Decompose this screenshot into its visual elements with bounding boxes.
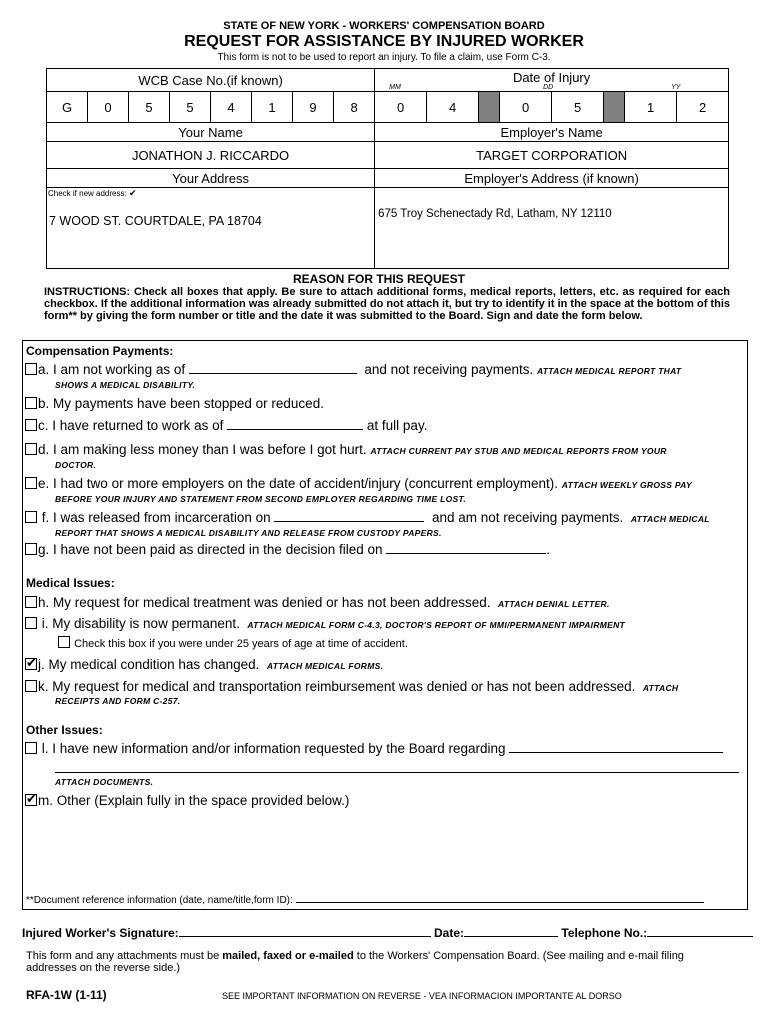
- item-l-text: I have new information and/or information requested by the Board regarding: [52, 741, 506, 756]
- item-d-text: I am making less money than I was before I got hurt.: [53, 442, 367, 457]
- item-letter: c.: [38, 418, 49, 433]
- item-letter: b.: [38, 396, 50, 411]
- new-address-check-icon[interactable]: ✔: [128, 188, 137, 198]
- checkbox-i[interactable]: [25, 617, 37, 629]
- phone-line[interactable]: [647, 926, 753, 937]
- new-address-checkbox-row[interactable]: [48, 188, 136, 199]
- item-letter: e.: [38, 476, 50, 491]
- date-of-injury-label: Date of Injury: [512, 70, 591, 85]
- case-digit[interactable]: G: [47, 92, 88, 123]
- item-h-text: My request for medical treatment was denied or has not been addressed.: [53, 595, 491, 610]
- checkbox-a[interactable]: [25, 363, 37, 375]
- item-k-attach: ATTACH: [642, 683, 679, 693]
- item-letter: j.: [38, 657, 45, 672]
- form-subtitle: This form is not to be used to report an injury. To file a claim, use Form C-3.: [217, 52, 551, 63]
- item-j: [25, 657, 383, 672]
- item-b-text: My payments have been stopped or reduced.: [53, 396, 324, 411]
- checkbox-g[interactable]: [25, 543, 37, 555]
- item-j-text: My medical condition has changed.: [48, 657, 260, 672]
- checkbox-l[interactable]: [25, 742, 37, 754]
- item-c-date-line[interactable]: [227, 419, 363, 430]
- item-letter: h.: [38, 595, 50, 610]
- item-g-text2: .: [546, 542, 551, 557]
- item-l-note: ATTACH DOCUMENTS.: [55, 777, 154, 787]
- checkbox-e[interactable]: [25, 477, 37, 489]
- compensation-heading: Compensation Payments:: [26, 344, 174, 358]
- checkbox-b[interactable]: [25, 397, 37, 409]
- item-k-note: RECEIPTS AND FORM C-257.: [55, 696, 181, 706]
- item-g-text1: I have not been paid as directed in the decision filed on: [53, 542, 383, 557]
- case-digit[interactable]: 4: [211, 92, 252, 123]
- checkbox-i-under-25[interactable]: [58, 636, 70, 648]
- dd-label: DD: [543, 84, 554, 91]
- checkbox-h[interactable]: [25, 596, 37, 608]
- item-i-sub: [58, 636, 408, 650]
- checkbox-k[interactable]: [25, 680, 37, 692]
- footer-note-bold: mailed, faxed or e-mailed: [222, 950, 354, 962]
- item-h-attach: ATTACH DENIAL LETTER.: [498, 599, 610, 609]
- case-digit[interactable]: 5: [129, 92, 170, 123]
- employer-name-label: Employer's Name: [375, 123, 729, 142]
- see-reverse-note: SEE IMPORTANT INFORMATION ON REVERSE - VEA INFORMACION IMPORTANTE AL DORSO: [222, 991, 622, 1001]
- case-info-table: [46, 68, 729, 269]
- item-k-text: My request for medical and transportation reimbursement was denied or has not been addressed.: [52, 679, 636, 694]
- item-f-date-line[interactable]: [274, 511, 424, 522]
- other-heading: Other Issues:: [26, 723, 103, 737]
- item-letter: a.: [38, 362, 50, 377]
- case-digit[interactable]: 5: [170, 92, 211, 123]
- injury-month-digit[interactable]: 0: [375, 92, 427, 123]
- date-line[interactable]: [464, 926, 558, 937]
- item-b: [25, 396, 324, 411]
- date-separator: [479, 92, 500, 123]
- item-f-note: REPORT THAT SHOWS A MEDICAL DISABILITY AND RELEASE FROM CUSTODY PAPERS.: [55, 528, 442, 538]
- footer-note-post: to the Workers' Compensation Board. (See mailing and e-mail filing addresses on the reverse side.): [26, 950, 684, 974]
- item-letter: g.: [38, 542, 50, 557]
- item-a-text2: and not receiving payments.: [364, 362, 534, 377]
- item-f-attach: ATTACH MEDICAL: [630, 514, 710, 524]
- checkbox-f[interactable]: [25, 511, 37, 523]
- item-i-text: My disability is now permanent.: [52, 616, 240, 631]
- doc-ref-label: **Document reference information (date, name/title,form ID):: [26, 895, 293, 906]
- item-c-text2: at full pay.: [366, 418, 428, 433]
- case-number-label: WCB Case No.(if known): [47, 69, 375, 92]
- employer-name-field[interactable]: TARGET CORPORATION: [375, 142, 729, 169]
- item-a: [25, 362, 681, 377]
- item-f: [25, 510, 710, 525]
- worker-address-label: Your Address: [47, 169, 375, 188]
- date-of-injury-header: [375, 69, 729, 92]
- employer-address-field[interactable]: 675 Troy Schenectady Rd, Latham, NY 12110: [378, 208, 612, 220]
- employer-address-cell: [375, 188, 729, 269]
- item-l-line-2[interactable]: [55, 772, 739, 773]
- item-e-attach: ATTACH WEEKLY GROSS PAY: [561, 480, 692, 490]
- item-letter: l.: [41, 741, 49, 756]
- signature-line[interactable]: [179, 926, 431, 937]
- item-m: [25, 793, 349, 808]
- injury-year-digit[interactable]: 1: [625, 92, 677, 123]
- form-title: REQUEST FOR ASSISTANCE BY INJURED WORKER: [184, 33, 584, 50]
- item-g-date-line[interactable]: [386, 543, 546, 554]
- item-a-date-line[interactable]: [189, 363, 357, 374]
- doc-ref-line[interactable]: [296, 894, 704, 903]
- signature-label: Injured Worker's Signature:: [22, 926, 179, 940]
- instructions: INSTRUCTIONS: Check all boxes that apply. Be sure to attach additional forms, medical reports, letters, etc. as required for each checkbox. If the additional information was already submitted do not attach it, but try to identify it in the space at the bottom of this form** by giving the form number or title and the date it was submitted to the Board. Sign and date the form below.: [44, 286, 730, 322]
- doc-ref-row: [26, 894, 704, 906]
- item-f-text1: I was released from incarceration on: [53, 510, 271, 525]
- item-letter: m.: [38, 793, 53, 808]
- footer-note: [26, 950, 732, 974]
- injury-day-digit[interactable]: 0: [500, 92, 552, 123]
- item-g: [25, 542, 550, 557]
- item-letter: d.: [38, 442, 50, 457]
- date-separator: [604, 92, 625, 123]
- item-a-attach: ATTACH MEDICAL REPORT THAT: [537, 366, 682, 376]
- item-e-note: BEFORE YOUR INJURY AND STATEMENT FROM SECOND EMPLOYER REGARDING TIME LOST.: [55, 494, 467, 504]
- medical-heading: Medical Issues:: [26, 576, 115, 590]
- item-letter: f.: [41, 510, 50, 525]
- injury-year-digit[interactable]: 2: [677, 92, 729, 123]
- item-f-text2: and am not receiving payments.: [431, 510, 624, 525]
- item-a-text1: I am not working as of: [53, 362, 186, 377]
- item-e-text: I had two or more employers on the date of accident/injury (concurrent employment).: [53, 476, 559, 491]
- item-letter: k.: [38, 679, 49, 694]
- other-explain-area[interactable]: [40, 812, 730, 888]
- case-digit[interactable]: 9: [293, 92, 334, 123]
- item-a-note: SHOWS A MEDICAL DISABILITY.: [55, 380, 196, 390]
- form-id: RFA-1W (1-11): [26, 988, 107, 1002]
- item-l: [25, 741, 723, 756]
- item-m-text: Other (Explain fully in the space provided below.): [56, 793, 350, 808]
- item-letter: i.: [41, 616, 49, 631]
- item-d: [25, 442, 667, 457]
- employer-address-label: Employer's Address (if known): [375, 169, 729, 188]
- item-d-attach: ATTACH CURRENT PAY STUB AND MEDICAL REPORTS FROM YOUR: [370, 446, 667, 456]
- item-c-text1: I have returned to work as of: [52, 418, 224, 433]
- checkbox-d[interactable]: [25, 443, 37, 455]
- worker-address-field[interactable]: 7 WOOD ST. COURTDALE, PA 18704: [49, 214, 262, 228]
- item-e: [25, 476, 692, 491]
- item-j-attach: ATTACH MEDICAL FORMS.: [266, 661, 384, 671]
- item-i-attach: ATTACH MEDICAL FORM C-4.3, DOCTOR'S REPORT OF MMI/PERMANENT IMPAIRMENT: [247, 620, 626, 630]
- item-k: [25, 679, 678, 694]
- item-h: [25, 595, 610, 610]
- date-label: Date:: [434, 926, 465, 940]
- checkbox-j[interactable]: [25, 658, 37, 670]
- case-digit[interactable]: 8: [334, 92, 375, 123]
- checkbox-m[interactable]: [25, 794, 37, 806]
- worker-name-field[interactable]: JONATHON J. RICCARDO: [47, 142, 375, 169]
- item-c: [25, 418, 427, 433]
- item-d-note: DOCTOR.: [55, 460, 97, 470]
- item-i-sub-text: Check this box if you were under 25 years of age at time of accident.: [74, 638, 408, 650]
- case-digit[interactable]: 1: [252, 92, 293, 123]
- item-i: [25, 616, 625, 631]
- phone-label: Telephone No.:: [561, 926, 648, 940]
- injury-day-digit[interactable]: 5: [552, 92, 604, 123]
- signature-row: [22, 926, 746, 940]
- reason-title: REASON FOR THIS REQUEST: [292, 272, 465, 286]
- footer-note-pre: This form and any attachments must be: [26, 950, 223, 962]
- mm-label: MM: [389, 84, 401, 91]
- injury-month-digit[interactable]: 4: [427, 92, 479, 123]
- worker-address-cell: [47, 188, 375, 269]
- new-address-label: Check if new address:: [48, 189, 127, 198]
- worker-name-label: Your Name: [47, 123, 375, 142]
- checkbox-c[interactable]: [25, 419, 37, 431]
- yy-label: YY: [671, 84, 681, 91]
- item-l-line[interactable]: [509, 742, 723, 753]
- case-digit[interactable]: 0: [88, 92, 129, 123]
- agency-header: STATE OF NEW YORK - WORKERS' COMPENSATION BOARD: [223, 20, 545, 32]
